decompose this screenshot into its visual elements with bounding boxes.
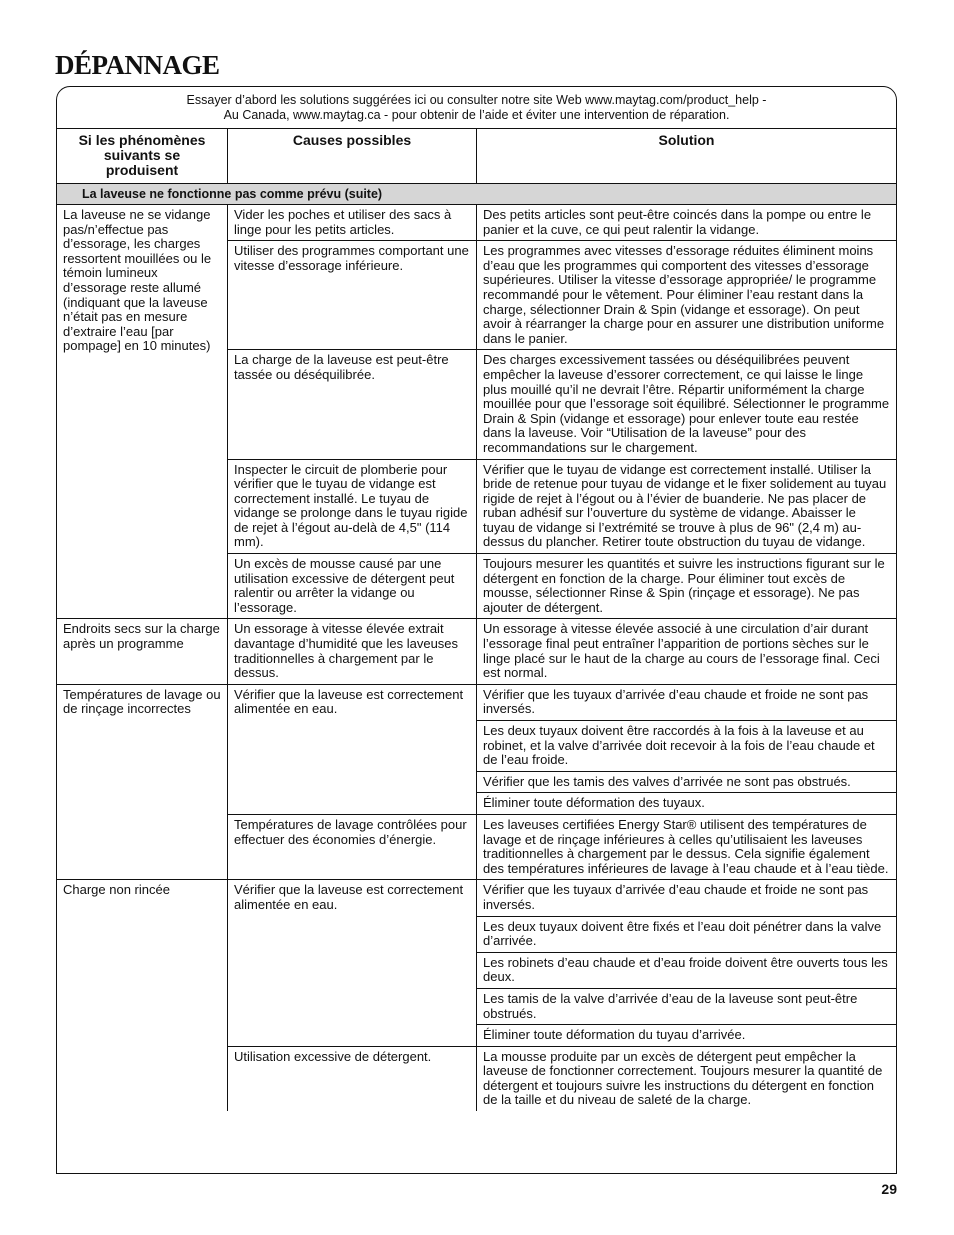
solution-cell: Éliminer toute déformation du tuyau d’arrivée. xyxy=(483,1027,746,1043)
cause-cell: Un essorage à vitesse élevée extrait davantage d’humidité que les laveuses traditionnelles à chargement par le dessus. xyxy=(228,619,477,683)
cause-row xyxy=(228,1047,896,1111)
intro-line: Au Canada, www.maytag.ca - pour obtenir de l’aide et éviter une intervention de réparation. xyxy=(223,108,730,122)
header-solution: Solution xyxy=(658,132,715,148)
header-symptom: Si les phénomènes suivants se produisent xyxy=(57,129,228,183)
solution-cell: Éliminer toute déformation des tuyaux. xyxy=(483,795,705,811)
symptom-cell: Charge non rincée xyxy=(57,880,228,1111)
cause-row xyxy=(228,880,896,1046)
cause-row xyxy=(228,815,896,879)
cause-row xyxy=(228,350,896,459)
cause-cell: La charge de la laveuse est peut-être tassée ou déséquilibrée. xyxy=(228,350,477,458)
symptom-cell: La laveuse ne se vidange pas/n’effectue pas d’essorage, les charges ressortent mouillées ou le témoin lumineux d’essorage reste allumé (indiquant que la laveuse n’était pas en mesure d’extraire l’eau [par pompage] en 10 minutes) xyxy=(57,205,228,618)
page-number: 29 xyxy=(881,1181,897,1197)
solution-cell: Les laveuses certifiées Energy Star® utilisent des températures de lavage et de rinçage inférieures à celles qu’utilisaient les laveuses traditionnelles à chargement par le dessus. Cela signifie également des températures inférieures de lavage à l’eau chaude et à l’eau tiède. xyxy=(483,816,889,876)
cause-cell: Un excès de mousse causé par une utilisation excessive de détergent peut ralentir ou arrêter la vidange ou l’essorage. xyxy=(228,554,477,618)
table-header xyxy=(57,129,896,184)
cause-row xyxy=(228,241,896,350)
solution-cell: Les programmes avec vitesses d’essorage réduites éliminent moins d’eau que les programmes qui comportent des vitesses d’essorage supérieures. Utiliser la vitesse d’essorage appropriée/ le programme recommandé pour le vêtement. Pour éliminer l’eau restant dans la charge, sélectionner Drain & Spin (vidange et essorage). On peut avoir à réarranger la charge pour en assurer une distribution uniforme dans le panier. xyxy=(483,243,885,346)
page-title: DÉPANNAGE xyxy=(55,50,220,80)
cause-cell: Inspecter le circuit de plomberie pour vérifier que le tuyau de vidange est correctement installé. Le tuyau de vidange se prolonge dans le tuyau rigide de rejet à l’égout au-delà de 4,5" (114 mm). xyxy=(228,460,477,554)
table-row-group xyxy=(57,880,896,1111)
section-title: La laveuse ne fonctionne pas comme prévu (suite) xyxy=(57,184,896,205)
symptom-cell: Températures de lavage ou de rinçage incorrectes xyxy=(57,685,228,880)
solution-cell: Les tamis de la valve d’arrivée d’eau de la laveuse sont peut-être obstrués. xyxy=(477,989,896,1025)
solution-cell: Les deux tuyaux doivent être raccordés à la fois à la laveuse et au robinet, et la valve d’arrivée doit recevoir à la fois de l’eau chaude et de l’eau froide. xyxy=(477,721,896,772)
cause-row xyxy=(228,619,896,683)
solution-cell: Les deux tuyaux doivent être fixés et l’eau doit pénétrer dans la valve d’arrivée. xyxy=(477,917,896,953)
header-cause: Causes possibles xyxy=(228,129,477,183)
intro-note xyxy=(57,87,896,129)
solution-cell: La mousse produite par un excès de détergent peut empêcher la laveuse de fonctionner correctement. Toujours mesurer la quantité de détergent et toujours suivre les instructions du détergent en fonction de la taille et du niveau de saleté de la charge. xyxy=(483,1048,883,1108)
solution-cell: Des charges excessivement tassées ou déséquilibrées peuvent empêcher la laveuse d’essorer correctement, ce qui laisse le linge plus mouillé qu’il ne devrait l’être. Répartir uniformément la charge mouillée pour que l’essorage soit équilibré. Sélectionner le programme Drain & Spin (vidange et essorage) pour enlever toute eau restée dans la laveuse. Voir “Utilisation de la laveuse” pour des recommandations sur le chargement. xyxy=(483,352,890,455)
cause-row xyxy=(228,685,896,815)
solution-cell: Des petits articles sont peut-être coincés dans la pompe ou entre le panier et la cuve, ce qui peut ralentir la vidange. xyxy=(483,207,872,237)
solution-cell: Vérifier que les tuyaux d’arrivée d’eau chaude et froide ne sont pas inversés. xyxy=(477,880,896,916)
cause-cell: Vérifier que la laveuse est correctement alimentée en eau. xyxy=(228,685,477,814)
cause-row xyxy=(228,554,896,618)
cause-row xyxy=(228,205,896,241)
cause-cell: Utiliser des programmes comportant une vitesse d’essorage inférieure. xyxy=(228,241,477,349)
intro-line: Essayer d’abord les solutions suggérées ici ou consulter notre site Web www.maytag.com/product_help - xyxy=(186,93,767,107)
cause-cell: Températures de lavage contrôlées pour effectuer des économies d’énergie. xyxy=(228,815,477,879)
solution-cell: Les robinets d’eau chaude et d’eau froide doivent être ouverts tous les deux. xyxy=(477,953,896,989)
solution-cell: Vérifier que les tuyaux d’arrivée d’eau chaude et froide ne sont pas inversés. xyxy=(477,685,896,721)
table-row-group xyxy=(57,619,896,684)
solution-cell: Toujours mesurer les quantités et suivre les instructions figurant sur le détergent en fonction de la charge. Pour éliminer tout excès de mousse, sélectionner Rinse & Spin (rinçage et essorage). Ne pas ajouter de détergent. xyxy=(483,556,885,615)
cause-cell: Utilisation excessive de détergent. xyxy=(228,1047,477,1111)
solution-cell: Vérifier que le tuyau de vidange est correctement installé. Utiliser la bride de retenue pour tuyau de vidange et le fixer solidement au tuyau rigide de rejet à l’égout ou à l’évier de buanderie. Ne pas placer de ruban adhésif sur l’ouverture du système de vidange. Abaisser le tuyau de vidange si l’extrémité se trouve à plus de 96" (2,4 m) au-dessus du plancher. Retirer toute obstruction du tuyau de vidange. xyxy=(483,461,887,550)
table-body xyxy=(57,205,896,1111)
table-row-group xyxy=(57,205,896,619)
table-row-group xyxy=(57,685,896,881)
cause-cell: Vérifier que la laveuse est correctement alimentée en eau. xyxy=(228,880,477,1045)
solution-cell: Un essorage à vitesse élevée associé à une circulation d’air durant l’essorage final peut entraîner l’apparition de portions sèches sur le linge placé sur le haut de la charge au cours de l’essorage final. Ceci est normal. xyxy=(483,621,880,681)
troubleshooting-table xyxy=(56,86,897,1174)
cause-row xyxy=(228,460,896,555)
symptom-cell: Endroits secs sur la charge après un programme xyxy=(57,619,228,683)
solution-cell: Vérifier que les tamis des valves d’arrivée ne sont pas obstrués. xyxy=(477,772,896,794)
cause-cell: Vider les poches et utiliser des sacs à linge pour les petits articles. xyxy=(228,205,477,240)
